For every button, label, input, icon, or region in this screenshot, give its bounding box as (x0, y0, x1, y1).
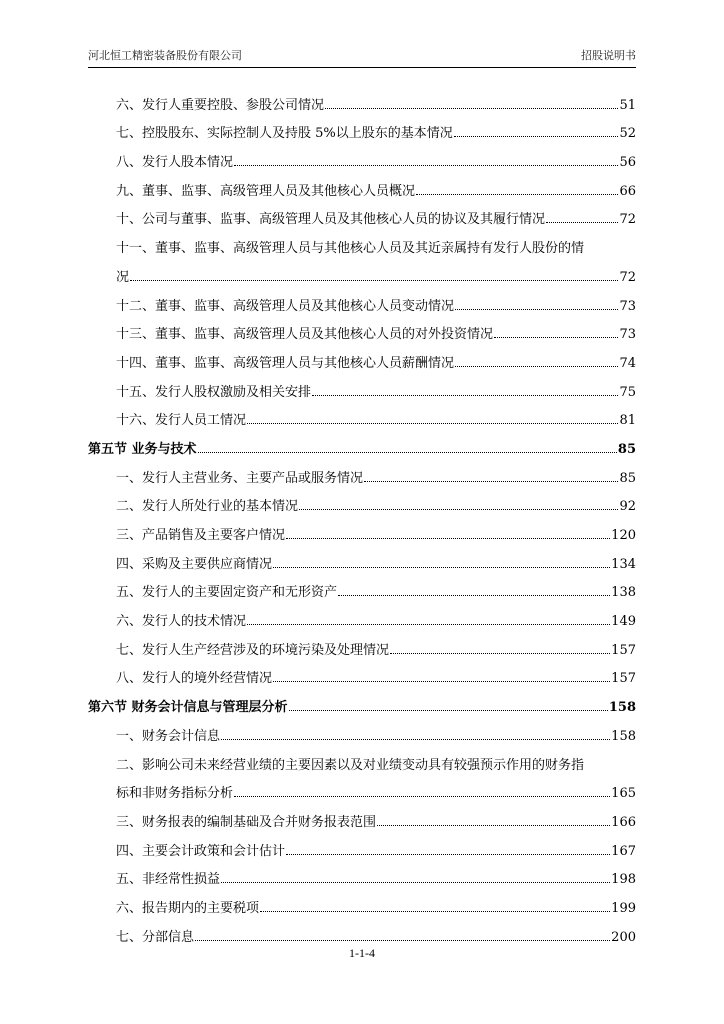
toc-entry[interactable] (88, 113, 636, 142)
toc-page-number: 56 (619, 155, 636, 171)
header-rule (88, 67, 636, 68)
toc-entry-title: 十五、发行人股权激励及相关安排 (116, 384, 312, 400)
toc-entry-title: 第五节 业务与技术 (88, 441, 197, 457)
toc-entry-title: 三、产品销售及主要客户情况 (116, 528, 286, 543)
toc-entry-title: 十六、发行人员工情况 (116, 413, 247, 429)
toc-leader-dots (454, 136, 619, 137)
toc-leader-dots (289, 710, 608, 711)
toc-entry[interactable] (88, 314, 636, 343)
toc-leader-dots (364, 481, 618, 482)
toc-entry-title: 第六节 财务会计信息与管理层分析 (88, 700, 288, 716)
toc-entry-title: 八、发行人股本情况 (116, 155, 234, 171)
toc-entry[interactable] (88, 859, 636, 888)
page-header (88, 48, 636, 64)
toc-entry-title: 十、公司与董事、监事、高级管理人员及其他核心人员的协议及其履行情况 (116, 212, 546, 228)
toc-entry[interactable] (88, 887, 636, 916)
toc-leader-dots (198, 452, 617, 453)
toc-entry[interactable] (88, 227, 636, 256)
toc-page-number: 165 (611, 786, 636, 802)
toc-page-number: 75 (619, 384, 636, 400)
toc-entry-title: 十二、董事、监事、高级管理人员及其他核心人员变动情况 (116, 298, 455, 314)
toc-section-entry[interactable] (88, 428, 636, 457)
toc-entry[interactable] (88, 141, 636, 170)
toc-entry-title: 十三、董事、监事、高级管理人员及其他核心人员的对外投资情况 (116, 327, 494, 343)
toc-leader-dots (130, 280, 618, 281)
toc-entry[interactable] (88, 744, 636, 773)
toc-leader-dots (377, 825, 610, 826)
toc-page-number: 198 (611, 872, 636, 888)
page-number: 1-1-4 (349, 946, 375, 960)
toc-page-number: 199 (611, 900, 636, 916)
toc-entry[interactable] (88, 84, 636, 113)
toc-entry-title: 七、分部信息 (116, 929, 195, 945)
toc-page-number: 72 (619, 269, 636, 285)
toc-leader-dots (247, 624, 610, 625)
toc-entry[interactable] (88, 285, 636, 314)
toc-page-number: 81 (619, 413, 636, 429)
toc-leader-dots (195, 940, 610, 941)
toc-page-number: 166 (611, 814, 636, 830)
toc-page-number: 158 (608, 700, 636, 716)
toc-leader-dots (390, 653, 610, 654)
toc-page-number: 138 (611, 585, 636, 601)
toc-page-number: 134 (611, 556, 636, 572)
toc-page-number: 73 (619, 298, 636, 314)
table-of-contents (88, 84, 636, 945)
toc-entry-title: 二、影响公司未来经营业绩的主要因素以及对业绩变动具有较强预示作用的财务指 (116, 757, 585, 773)
toc-page-number: 200 (611, 929, 636, 945)
toc-entry-title: 十四、董事、监事、高级管理人员与其他核心人员薪酬情况 (116, 355, 455, 371)
toc-page-number: 85 (619, 470, 636, 486)
toc-entry[interactable] (88, 514, 636, 543)
toc-page-number: 149 (611, 614, 636, 630)
toc-page-number: 73 (619, 327, 636, 343)
toc-entry-title: 七、发行人生产经营涉及的环境污染及处理情况 (116, 642, 390, 658)
toc-entry[interactable] (88, 916, 636, 945)
toc-leader-dots (273, 681, 610, 682)
toc-entry-title: 八、发行人的境外经营情况 (116, 671, 273, 687)
toc-entry-title: 二、发行人所处行业的基本情况 (116, 499, 299, 515)
toc-entry-title: 一、财务会计信息 (116, 728, 221, 744)
toc-leader-dots (247, 423, 618, 424)
toc-entry[interactable] (88, 342, 636, 371)
toc-section-entry[interactable] (88, 686, 636, 715)
toc-entry-title: 五、非经常性损益 (116, 872, 221, 888)
toc-leader-dots (260, 911, 610, 912)
header-doc-title: 招股说明书 (581, 49, 636, 62)
toc-leader-dots (494, 337, 618, 338)
toc-entry[interactable] (88, 486, 636, 515)
toc-entry-title: 三、财务报表的编制基础及合并财务报表范围 (116, 814, 377, 830)
toc-leader-dots (286, 538, 610, 539)
toc-entry[interactable] (88, 801, 636, 830)
toc-page-number: 85 (617, 441, 636, 457)
toc-entry[interactable] (88, 830, 636, 859)
toc-page-number: 74 (619, 355, 636, 371)
toc-leader-dots (312, 395, 618, 396)
toc-leader-dots (325, 108, 618, 109)
toc-entry-title: 六、发行人的技术情况 (116, 614, 247, 630)
toc-page-number: 167 (611, 843, 636, 859)
toc-leader-dots (221, 739, 610, 740)
toc-leader-dots (273, 567, 610, 568)
toc-page-number: 120 (611, 528, 636, 543)
toc-leader-dots (299, 509, 618, 510)
header-company: 河北恒工精密装备股份有限公司 (88, 49, 242, 62)
toc-entry[interactable] (88, 543, 636, 572)
toc-leader-dots (416, 194, 618, 195)
toc-page-number: 66 (619, 183, 636, 199)
toc-entry[interactable] (88, 629, 636, 658)
toc-leader-dots (221, 882, 610, 883)
toc-leader-dots (455, 309, 618, 310)
toc-entry[interactable] (88, 572, 636, 601)
toc-leader-dots (286, 854, 610, 855)
toc-entry[interactable] (88, 400, 636, 429)
toc-leader-dots (455, 366, 618, 367)
toc-entry-title: 四、采购及主要供应商情况 (116, 556, 273, 572)
toc-leader-dots (546, 222, 618, 223)
toc-entry[interactable] (88, 457, 636, 486)
toc-leader-dots (234, 165, 618, 166)
toc-entry-title: 七、控股股东、实际控制人及持股 5%以上股东的基本情况 (116, 126, 453, 142)
toc-entry-title: 五、发行人的主要固定资产和无形资产 (116, 585, 338, 601)
toc-page-number: 157 (611, 671, 636, 687)
toc-entry-title: 一、发行人主营业务、主要产品或服务情况 (116, 470, 364, 486)
toc-entry-title: 标和非财务指标分析 (116, 786, 234, 802)
toc-entry-title: 况 (116, 269, 130, 285)
toc-page-number: 52 (619, 126, 636, 142)
toc-entry[interactable] (88, 658, 636, 687)
toc-entry-continuation[interactable] (88, 773, 636, 802)
toc-entry[interactable] (88, 600, 636, 629)
toc-page-number: 72 (619, 212, 636, 228)
toc-entry[interactable] (88, 371, 636, 400)
toc-page-number: 51 (619, 97, 636, 113)
toc-entry[interactable] (88, 170, 636, 199)
toc-page-number: 158 (611, 728, 636, 744)
toc-leader-dots (234, 796, 610, 797)
toc-entry-title: 十一、董事、监事、高级管理人员与其他核心人员及其近亲属持有发行人股份的情 (116, 241, 585, 257)
toc-entry-continuation[interactable] (88, 256, 636, 285)
toc-entry-title: 六、发行人重要控股、参股公司情况 (116, 97, 325, 113)
toc-entry[interactable] (88, 715, 636, 744)
toc-entry-title: 六、报告期内的主要税项 (116, 900, 260, 916)
toc-leader-dots (338, 595, 610, 596)
toc-page-number: 157 (611, 642, 636, 658)
toc-page-number: 92 (619, 499, 636, 515)
toc-entry[interactable] (88, 199, 636, 228)
toc-entry-title: 四、主要会计政策和会计估计 (116, 843, 286, 859)
toc-entry-title: 九、董事、监事、高级管理人员及其他核心人员概况 (116, 183, 416, 199)
